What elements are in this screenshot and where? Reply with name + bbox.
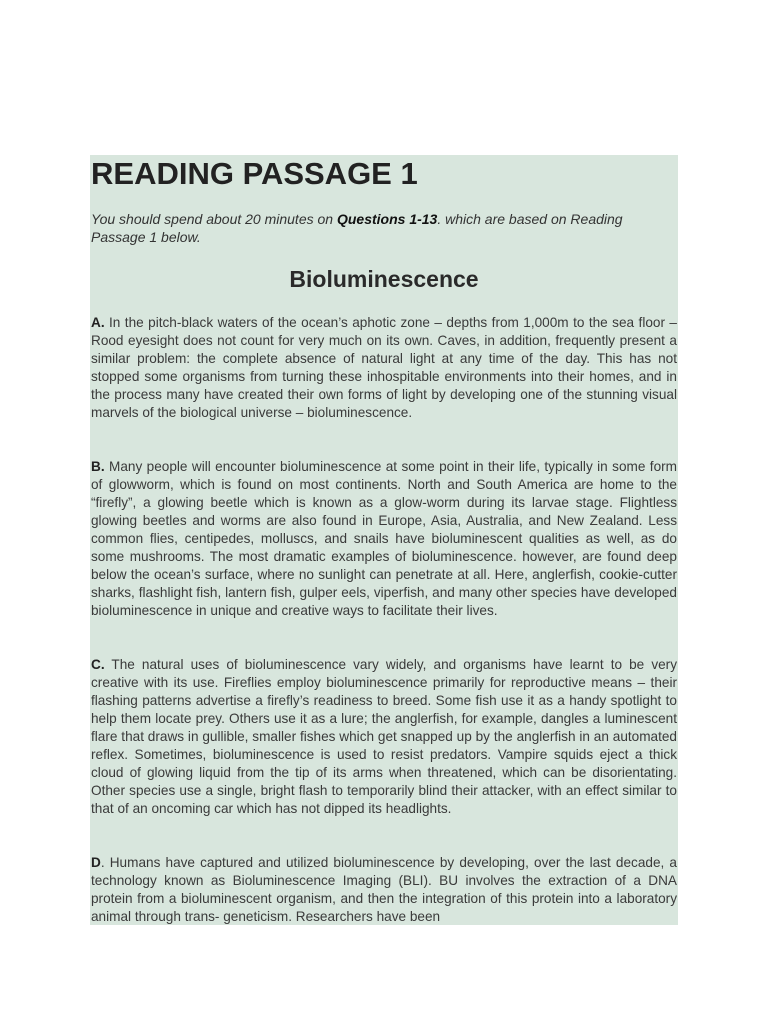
paragraph-text: . Humans have captured and utilized bioluminescence by developing, over the last decade, a technology known as Bioluminescence Imaging (BLI). BU involves the extraction of a DNA protein from a bioluminescent organism, and then the integration of this protein into a laboratory animal through trans- geneticism. Researchers have been [91,855,677,924]
passage-instructions [91,210,677,246]
paragraph-label: B. [91,459,105,474]
passage-subtitle: Bioluminescence [289,266,479,292]
paragraph-text: Many people will encounter bioluminescence at some point in their life, typically in some form of glowworm, which is found on most continents. North and South America are home to the “firefly”, a glowing beetle which is known as a glow-worm during its larvae stage. Flightless glowing beetles and worms are also found in Europe, Asia, Australia, and New Zealand. Less common flies, centipedes, molluscs, and snails have bioluminescent qualities as well, as do some mushrooms. The most dramatic examples of bioluminescence. however, are found deep below the ocean’s surface, where no sunlight can penetrate at all. Here, anglerfish, cookie-cutter sharks, flashlight fish, lantern fish, gulper eels, viperfish, and many other species have developed bioluminescence in unique and creative ways to facilitate their lives. [91,459,677,618]
paragraph-a [91,314,677,422]
paragraph-c [91,656,677,818]
paragraph-label: C. [91,657,105,672]
instructions-text-end: . which are based on Reading Passage 1 below. [91,211,623,245]
paragraph-text: The natural uses of bioluminescence vary widely, and organisms have learnt to be very creative with its use. Fireflies employ bioluminescence primarily for reproductive means – their flashing patterns advertise a firefly’s readiness to breed. Some fish use it as a handy spotlight to help them locate prey. Others use it as a lure; the anglerfish, for example, dangles a luminescent flare that draws in gullible, smaller fishes which get snapped up by the anglerfish in an automated reflex. Sometimes, bioluminescence is used to resist predators. Vampire squids eject a thick cloud of glowing liquid from the tip of its arms when threatened, which can be disorientating. Other species use a single, bright flash to temporarily blind their attacker, with an effect similar to that of an oncoming car which has not dipped its headlights. [91,657,677,816]
instructions-questions-range: Questions 1-13 [336,211,438,227]
paragraph-label: D [91,855,101,870]
paragraph-text: In the pitch-black waters of the ocean’s aphotic zone – depths from 1,000m to the sea floor – Rood eyesight does not count for very much on its own. Caves, in addition, frequently present a similar problem: the complete absence of natural light at any time of the day. This has not stopped some organisms from turning these inhospitable environments into their homes, and in the process many have created their own forms of light by developing one of the stunning visual marvels of the biological universe – bioluminescence. [91,315,677,420]
paragraph-d [91,854,677,925]
reading-passage-panel [90,155,678,925]
instructions-text-start: You should spend about 20 minutes on [91,211,337,227]
passage-title: READING PASSAGE 1 [91,156,418,191]
paragraph-label: A. [91,315,105,330]
paragraph-b [91,458,677,620]
